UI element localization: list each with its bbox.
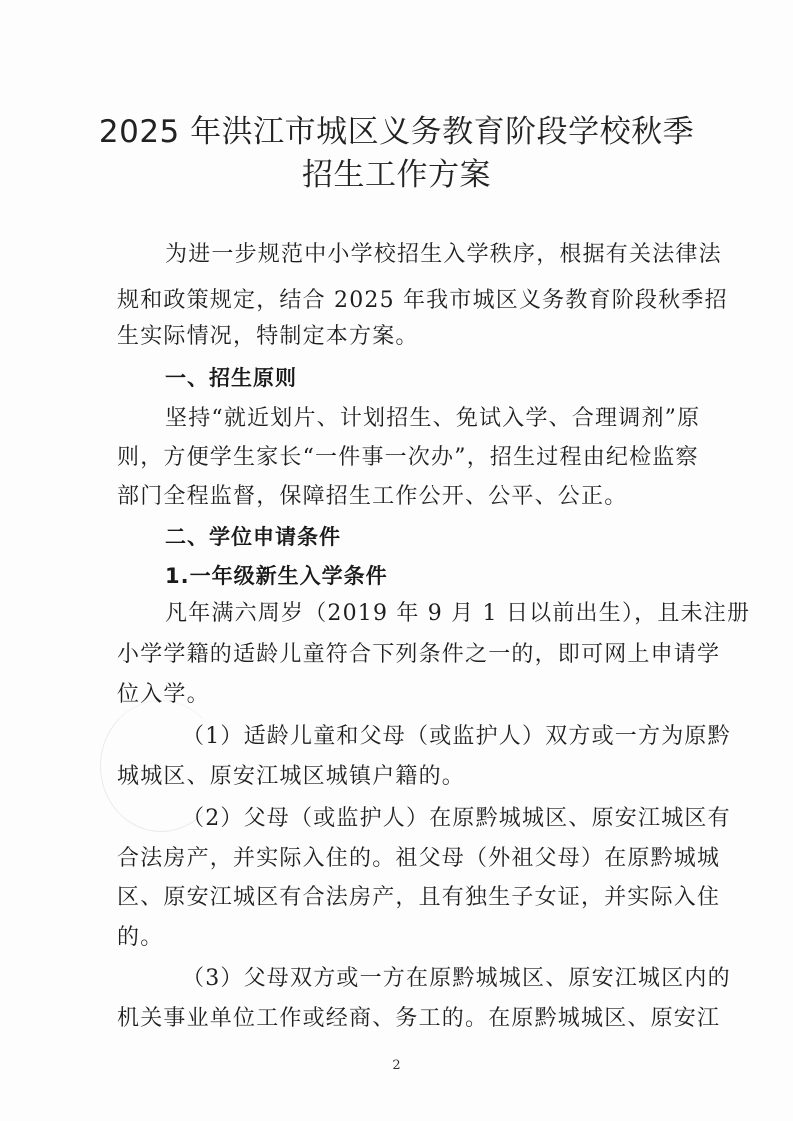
section-1-line-2: 则，方便学生家长“一件事一次办”，招生过程由纪检监察 [117,445,699,470]
subsection-1-line-2: 小学学籍的适龄儿童符合下列条件之一的，即可网上申请学 [117,642,721,667]
item-1-line-1: （1）适龄儿童和父母（或监护人）双方或一方为原黔 [182,724,731,749]
intro-line-2: 规和政策规定，结合 2025 年我市城区义务教育阶段秋季招 [117,288,728,313]
page-number: 2 [392,1058,401,1073]
subsection-1-heading: 1.一年级新生入学条件 [165,564,388,588]
section-1-heading: 一、招生原则 [165,366,297,390]
item-3-line-2: 机关事业单位工作或经商、务工的。在原黔城城区、原安江 [117,1006,721,1031]
item-2-line-1: （2）父母（或监护人）在原黔城城区、原安江城区有 [182,806,731,831]
item-1-line-2: 城城区、原安江城区城镇户籍的。 [117,764,466,789]
item-2-line-3: 区、原安江城区有合法房产，且有独生子女证，并实际入住 [117,885,721,910]
document-title-line-2: 招生工作方案 [302,157,491,193]
document-title-line-1: 2025 年洪江市城区义务教育阶段学校秋季 [98,114,695,150]
section-1-line-3: 部门全程监督，保障招生工作公开、公平、公正。 [117,484,628,509]
section-1-line-1: 坚持“就近划片、计划招生、免试入学、合理调剂”原 [165,406,701,431]
item-2-line-2: 合法房产，并实际入住的。祖父母（外祖父母）在原黔城城 [117,846,721,871]
subsection-1-line-1: 凡年满六周岁（2019 年 9 月 1 日以前出生），且未注册 [165,601,751,626]
section-2-heading: 二、学位申请条件 [165,525,341,549]
intro-line-3: 生实际情况，特制定本方案。 [117,324,419,349]
intro-line-1: 为进一步规范中小学校招生入学秩序，根据有关法律法 [165,242,722,267]
subsection-1-line-3: 位入学。 [117,682,210,707]
item-2-line-4: 的。 [117,925,164,950]
item-3-line-1: （3）父母双方或一方在原黔城城区、原安江城区内的 [182,966,731,991]
